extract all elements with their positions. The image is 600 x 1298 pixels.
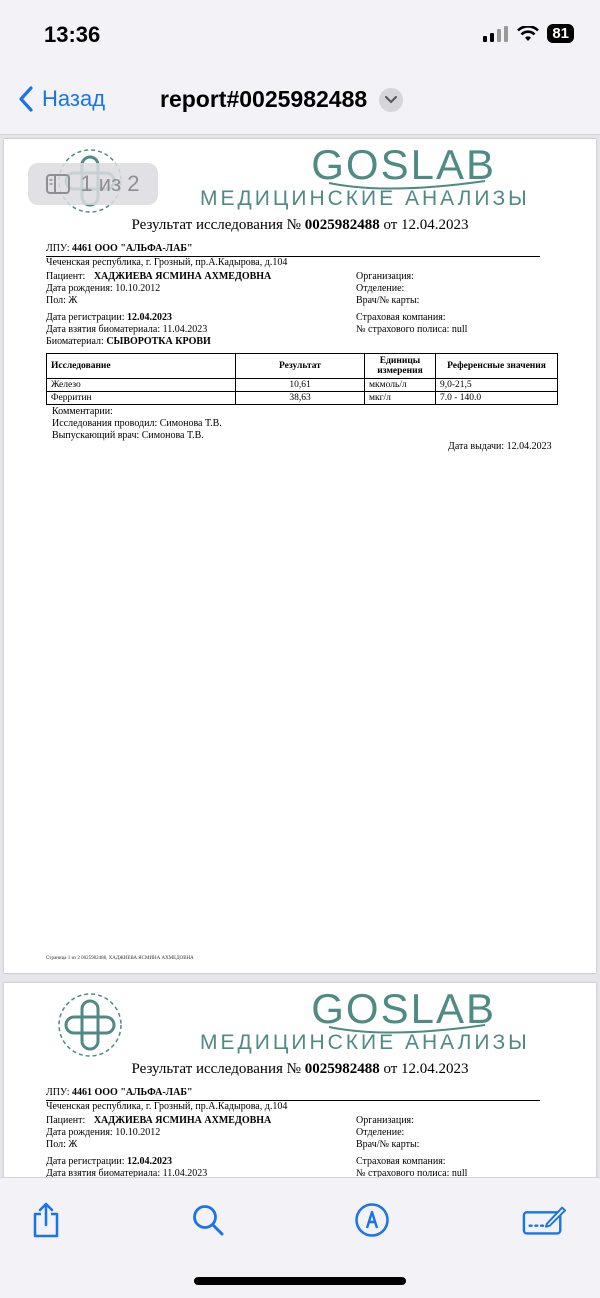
- birth-date: Дата рождения: 10.10.2012: [46, 1127, 161, 1138]
- page-footer: Страница 1 из 2 0025982488, ХАДЖИЕВА ЯСМИНА АХМЕДОВНА: [46, 956, 194, 961]
- registration-value: 12.04.2023: [127, 1156, 173, 1167]
- doctor-card: Врач/№ карты:: [356, 1139, 420, 1150]
- wifi-icon: [517, 26, 539, 42]
- organization: Организация:: [356, 271, 414, 282]
- birth-date: Дата рождения: 10.10.2012: [46, 283, 161, 294]
- header-units: Единицы измерения: [365, 354, 436, 379]
- heading-prefix: Результат исследования №: [131, 1061, 301, 1077]
- biomaterial-line: [46, 336, 211, 348]
- header-result: Результат: [236, 354, 365, 379]
- lpu-value: 4461 ООО "АЛЬФА-ЛАБ": [71, 1087, 193, 1098]
- cell-units: мкмоль/л: [365, 379, 436, 392]
- insurance-policy: № страхового полиса: null: [356, 1168, 468, 1177]
- cell-test: Ферритин: [47, 392, 236, 405]
- lpu-label: ЛПУ:: [46, 243, 70, 254]
- brand-subtitle: МЕДИЦИНСКИЕ АНАЛИЗЫ: [200, 187, 530, 210]
- home-indicator[interactable]: [194, 1277, 406, 1285]
- pdf-page-2: [4, 983, 596, 1177]
- back-button[interactable]: [18, 86, 105, 112]
- cell-result: 10,61: [236, 379, 365, 392]
- registration-label: Дата регистрации:: [46, 312, 125, 323]
- status-bar: [0, 0, 600, 70]
- cell-reference: 7.0 - 140.0: [436, 392, 558, 405]
- search-button[interactable]: [186, 1198, 230, 1242]
- back-label: Назад: [42, 86, 106, 111]
- report-number: 0025982488: [304, 1061, 380, 1077]
- biomaterial-value: СЫВОРОТКА КРОВИ: [106, 336, 211, 347]
- status-icons: [483, 24, 574, 43]
- brand-subtitle: МЕДИЦИНСКИЕ АНАЛИЗЫ: [200, 1031, 530, 1054]
- status-time: 13:36: [44, 22, 101, 47]
- pdf-page-1: [4, 139, 596, 973]
- patient-sex: Пол: Ж: [46, 295, 78, 306]
- releasing-doctor: Выпускающий врач: Симонова Т.В.: [52, 430, 204, 441]
- signature-icon: [522, 1204, 566, 1236]
- heading-date: от 12.04.2023: [383, 1061, 469, 1077]
- header-test: Исследование: [47, 354, 236, 379]
- report-number: 0025982488: [304, 217, 380, 233]
- insurance-policy: № страхового полиса: null: [356, 324, 468, 335]
- markup-pen-icon: [354, 1202, 390, 1238]
- patient-name: ХАДЖИЕВА ЯСМИНА АХМЕДОВНА: [93, 1115, 272, 1126]
- results-table: [46, 353, 558, 405]
- patient-name: ХАДЖИЕВА ЯСМИНА АХМЕДОВНА: [93, 271, 272, 282]
- registration-label: Дата регистрации:: [46, 1156, 125, 1167]
- brand-block: [311, 985, 496, 1033]
- document-title: report#0025982488: [160, 86, 368, 112]
- brand-name: GOSLAB: [311, 141, 496, 188]
- patient-label: Пациент:: [46, 271, 86, 282]
- document-title-menu[interactable]: [160, 86, 403, 113]
- patient-line: [46, 1115, 271, 1127]
- lpu-label: ЛПУ:: [46, 1087, 70, 1098]
- report-heading: [4, 217, 596, 234]
- table-header-row: [47, 354, 558, 379]
- patient-sex: Пол: Ж: [46, 1139, 78, 1150]
- signature-button[interactable]: [522, 1198, 566, 1242]
- department: Отделение:: [356, 283, 405, 294]
- lpu-line: [46, 243, 193, 255]
- pdf-viewer[interactable]: [0, 135, 600, 1177]
- lpu-line: [46, 1087, 193, 1099]
- share-icon: [31, 1201, 61, 1239]
- biomaterial-date: Дата взятия биоматериала: 11.04.2023: [46, 324, 208, 335]
- goslab-logo-icon: [52, 989, 132, 1059]
- registration-date: [46, 1156, 172, 1168]
- search-icon: [191, 1203, 225, 1237]
- brand-name: GOSLAB: [311, 985, 496, 1032]
- conducted-by: Исследования проводил: Симонова Т.В.: [52, 418, 222, 429]
- page-indicator: [28, 163, 158, 205]
- patient-label: Пациент:: [46, 1115, 86, 1126]
- table-row: [47, 392, 558, 405]
- chevron-left-icon: [18, 86, 34, 112]
- header-reference: Референсные значения: [436, 354, 558, 379]
- lab-address: Чеченская республика, г. Грозный, пр.А.Кадырова, д.104: [46, 257, 288, 268]
- cell-reference: 9,0-21,5: [436, 379, 558, 392]
- battery-indicator: 81: [547, 24, 574, 43]
- table-row: [47, 379, 558, 392]
- biomaterial-date: Дата взятия биоматериала: 11.04.2023: [46, 1168, 208, 1177]
- navigation-bar: [0, 70, 600, 135]
- heading-prefix: Результат исследования №: [131, 217, 301, 233]
- cell-test: Железо: [47, 379, 236, 392]
- cell-units: мкг/л: [365, 392, 436, 405]
- report-heading: [4, 1061, 596, 1078]
- chevron-down-icon: [379, 88, 403, 112]
- sidebar-icon: [46, 174, 70, 194]
- organization: Организация:: [356, 1115, 414, 1126]
- comments-label: Комментарии:: [52, 406, 113, 417]
- heading-date: от 12.04.2023: [383, 217, 469, 233]
- doctor-card: Врач/№ карты:: [356, 295, 420, 306]
- registration-value: 12.04.2023: [127, 312, 173, 323]
- biomaterial-label: Биоматериал:: [46, 336, 104, 347]
- insurance-company: Страховая компания:: [356, 312, 446, 323]
- insurance-company: Страховая компания:: [356, 1156, 446, 1167]
- department: Отделение:: [356, 1127, 405, 1138]
- cell-result: 38,63: [236, 392, 365, 405]
- page-indicator-label: 1 из 2: [80, 171, 140, 196]
- markup-button[interactable]: [350, 1198, 394, 1242]
- share-button[interactable]: [24, 1198, 68, 1242]
- brand-block: [311, 141, 496, 189]
- issue-date: Дата выдачи: 12.04.2023: [448, 441, 552, 452]
- signal-icon: [483, 26, 509, 42]
- registration-date: [46, 312, 172, 324]
- patient-line: [46, 271, 271, 283]
- lpu-value: 4461 ООО "АЛЬФА-ЛАБ": [71, 243, 193, 254]
- lab-address: Чеченская республика, г. Грозный, пр.А.Кадырова, д.104: [46, 1101, 288, 1112]
